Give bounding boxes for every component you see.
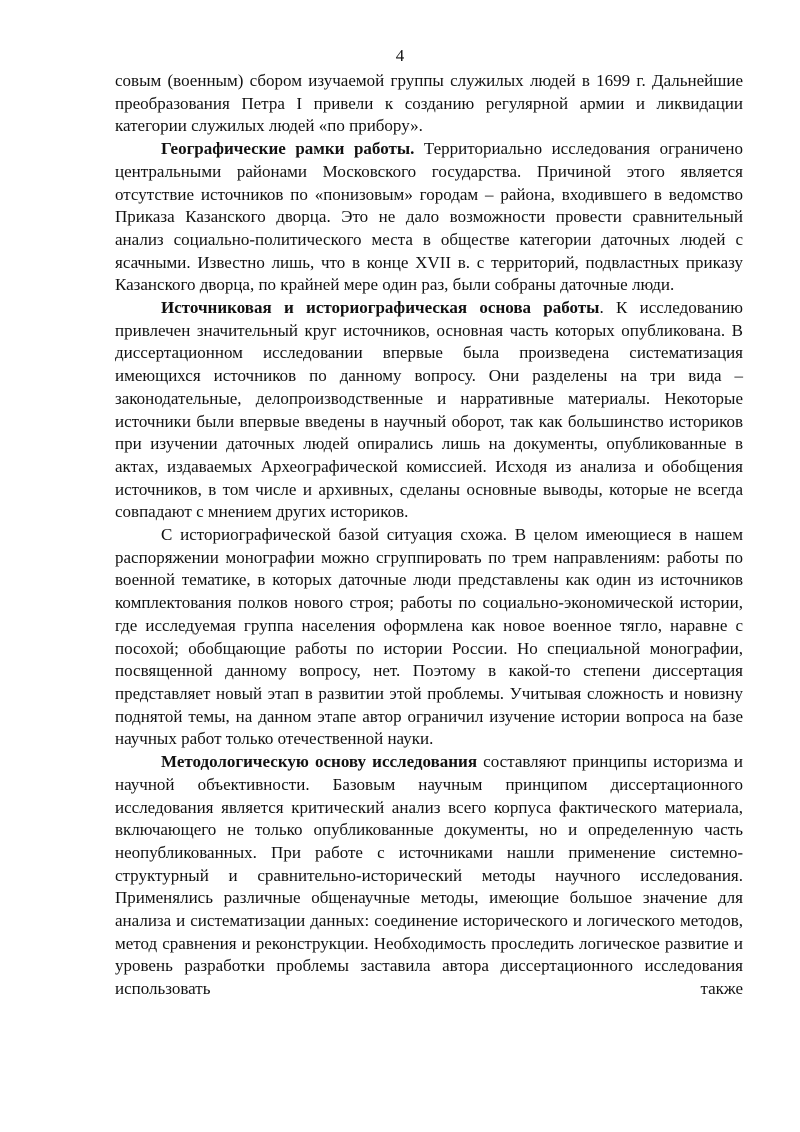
paragraph-methodology-heading: Методологическую основу исследования — [161, 752, 478, 772]
paragraph-geography-text: Территориально исследования ограничено центральными районами Московского государства. Причиной этого является отсутствие источников по «понизовым» городам – района, входившего в ведомство Приказа Казанского дворца. Это не дало возможности провести сравнительный анализ социально-политического места в обществе категории даточных людей с ясачными. Известно лишь, что в конце XVII в. с территорий, подвластных приказу Казанского дворца, по крайней мере один раз, были собраны даточные люди. — [115, 139, 743, 295]
paragraph-sources-text: . К исследованию привлечен значительный круг источников, основная часть которых опубликована. В диссертационном исследовании впервые была произведена систематизация имеющихся источников по данному вопросу. Они разделены на три вида – законодательные, делопроизводственные и нарративные материалы. Некоторые источники были впервые введены в научный оборот, так как большинство историков при изучении даточных людей опирались лишь на документы, опубликованные в актах, издаваемых Археографической комиссией. Исходя из анализа и обобщения источников, в том числе и архивных, сделаны основные выводы, которые не всегда совпадают с мнением других историков. — [115, 298, 744, 522]
paragraph-geography-heading: Географические рамки работы. — [161, 139, 415, 159]
paragraph-1 — [115, 70, 743, 138]
paragraph-methodology — [115, 751, 743, 1001]
page-number: 4 — [395, 46, 405, 65]
paragraph-sources-heading: Источниковая и историографическая основа работы — [161, 298, 600, 318]
body-text — [115, 70, 743, 1001]
paragraph-historiography-text: С историографической базой ситуация схожа. В целом имеющиеся в нашем распоряжении монографии можно сгруппировать по трем направлениям: работы по военной тематике, в которых даточные люди представлены как один из источников комплектования полков нового строя; работы по социально-экономической истории, где исследуемая группа населения оформлена как новое военное тягло, наравне с посохой; обобщающие работы по истории России. Но специальной монографии, посвященной данному вопросу, нет. Поэтому в какой-то степени диссертация представляет новый этап в развитии этой проблемы. Учитывая сложность и новизну поднятой темы, на данном этапе автор ограничил изучение истории вопроса на базе научных работ только отечественной науки. — [115, 525, 743, 749]
paragraph-sources — [115, 297, 743, 524]
paragraph-historiography — [115, 524, 743, 751]
paragraph-geography — [115, 138, 743, 297]
paragraph-methodology-text: составляют принципы историзма и научной объективности. Базовым научным принципом диссертационного исследования является критический анализ всего корпуса фактического материала, включающего не только опубликованные документы, но и определенную часть неопубликованных. При работе с источниками нашли применение системно-структурный и сравнительно-исторический методы научного исследования. Применялись различные общенаучные методы, имеющие большое значение для анализа и систематизации данных: соединение исторического и логического методов, метод сравнения и реконструкции. Необходимость проследить логическое развитие и уровень разработки проблемы заставила автора диссертационного исследования использовать также — [115, 752, 743, 999]
paragraph-1-text: совым (военным) сбором изучаемой группы служилых людей в 1699 г. Дальнейшие преобразования Петра I привели к созданию регулярной армии и ликвидации категории служилых людей «по прибору». — [115, 71, 743, 136]
